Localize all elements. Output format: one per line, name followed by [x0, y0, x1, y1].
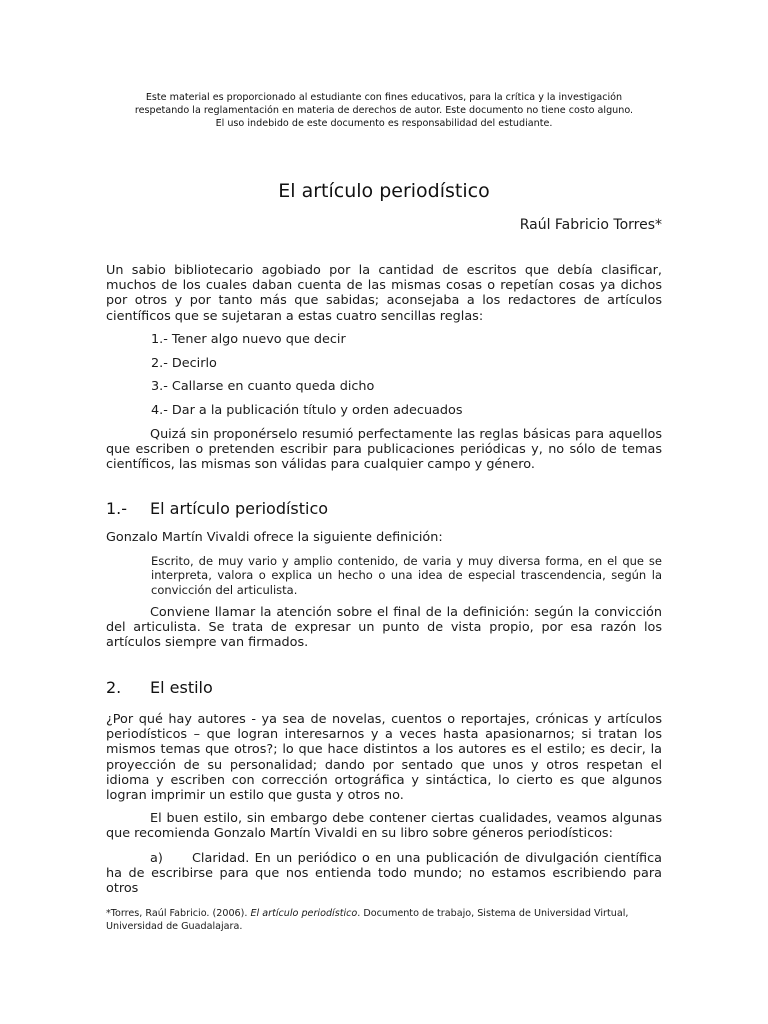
list-item — [106, 851, 662, 897]
section-paragraph: El buen estilo, sin embargo debe contener ciertas cualidades, veamos algunas que recomienda Gonzalo Martín Vivaldi en su libro sobre géneros periodísticos: — [106, 811, 662, 842]
section-lead: Gonzalo Martín Vivaldi ofrece la siguiente definición: — [106, 530, 443, 545]
section-title: El artículo periodístico — [150, 499, 329, 518]
section-heading — [106, 678, 213, 698]
section-title: El estilo — [150, 678, 213, 697]
section-number: 2. — [106, 678, 122, 697]
rule-item: 3.- Callarse en cuanto queda dicho — [151, 379, 375, 394]
rule-item: 4.- Dar a la publicación título y orden adecuados — [151, 403, 463, 418]
rule-item: 1.- Tener algo nuevo que decir — [151, 332, 346, 347]
list-marker: a) — [150, 851, 163, 866]
section-heading — [106, 499, 328, 519]
document-title: El artículo periodístico — [278, 180, 490, 202]
copyright-notice — [106, 91, 662, 130]
rule-item: 2.- Decirlo — [151, 356, 217, 371]
list-item-text: Claridad. En un periódico o en una publicación de divulgación científica ha de escribirse para que nos entienda todo mundo; no estamos escribiendo para otros — [106, 851, 662, 897]
footnote-suffix: . Documento de trabajo, Sistema de Universidad Virtual, Universidad de Guadalajara. — [106, 908, 629, 932]
intro-paragraph: Un sabio bibliotecario agobiado por la cantidad de escritos que debía clasificar, muchos de los cuales daban cuenta de las mismas cosas o repetían cosas ya dichos por otros y por tanto más que sabidas; aconsejaba a los redactores de artículos científicos que se sujetaran a estas cuatro sencillas reglas: — [106, 263, 662, 324]
section-paragraph: Conviene llamar la atención sobre el final de la definición: según la convicción del articulista. Se trata de expresar un punto de vista propio, por esa razón los artículos siempre van firmados. — [106, 605, 662, 651]
notice-line: respetando la reglamentación en materia de derechos de autor. Este documento no tiene costo alguno. — [134, 105, 634, 116]
section-number: 1.- — [106, 499, 128, 518]
section-paragraph: ¿Por qué hay autores - ya sea de novelas, cuentos o reportajes, crónicas y artículos periodísticos – que logran interesarnos y a veces hasta apasionarnos; si tratan los mismos temas que otros?; lo que hace distintos a los autores es el estilo; es decir, la proyección de su personalidad; dando por sentado que unos y otros respetan el idioma y escriben con corrección ortográfica y sintáctica, lo cierto es que algunos logran imprimir un estilo que gusta y otros no. — [106, 712, 662, 804]
intro-closing-paragraph: Quizá sin proponérselo resumió perfectamente las reglas básicas para aquellos que escriben o pretenden escribir para publicaciones periódicas y, no sólo de temas científicos, las mismas son válidas para cualquier campo y género. — [106, 427, 662, 473]
notice-line: Este material es proporcionado al estudiante con fines educativos, para la crítica y la investigación — [145, 92, 623, 103]
footnote-prefix: *Torres, Raúl Fabricio. (2006). — [106, 908, 251, 919]
footnote-work-title: El artículo periodístico — [250, 908, 358, 919]
definition-quote: Escrito, de muy vario y amplio contenido, de varia y muy diversa forma, en el que se interpreta, valora o explica un hecho o una idea de especial trascendencia, según la convicción del articulista. — [151, 554, 662, 597]
notice-line: El uso indebido de este documento es responsabilidad del estudiante. — [215, 118, 553, 129]
author-name: Raúl Fabricio Torres* — [519, 217, 662, 233]
footnote — [106, 907, 666, 933]
